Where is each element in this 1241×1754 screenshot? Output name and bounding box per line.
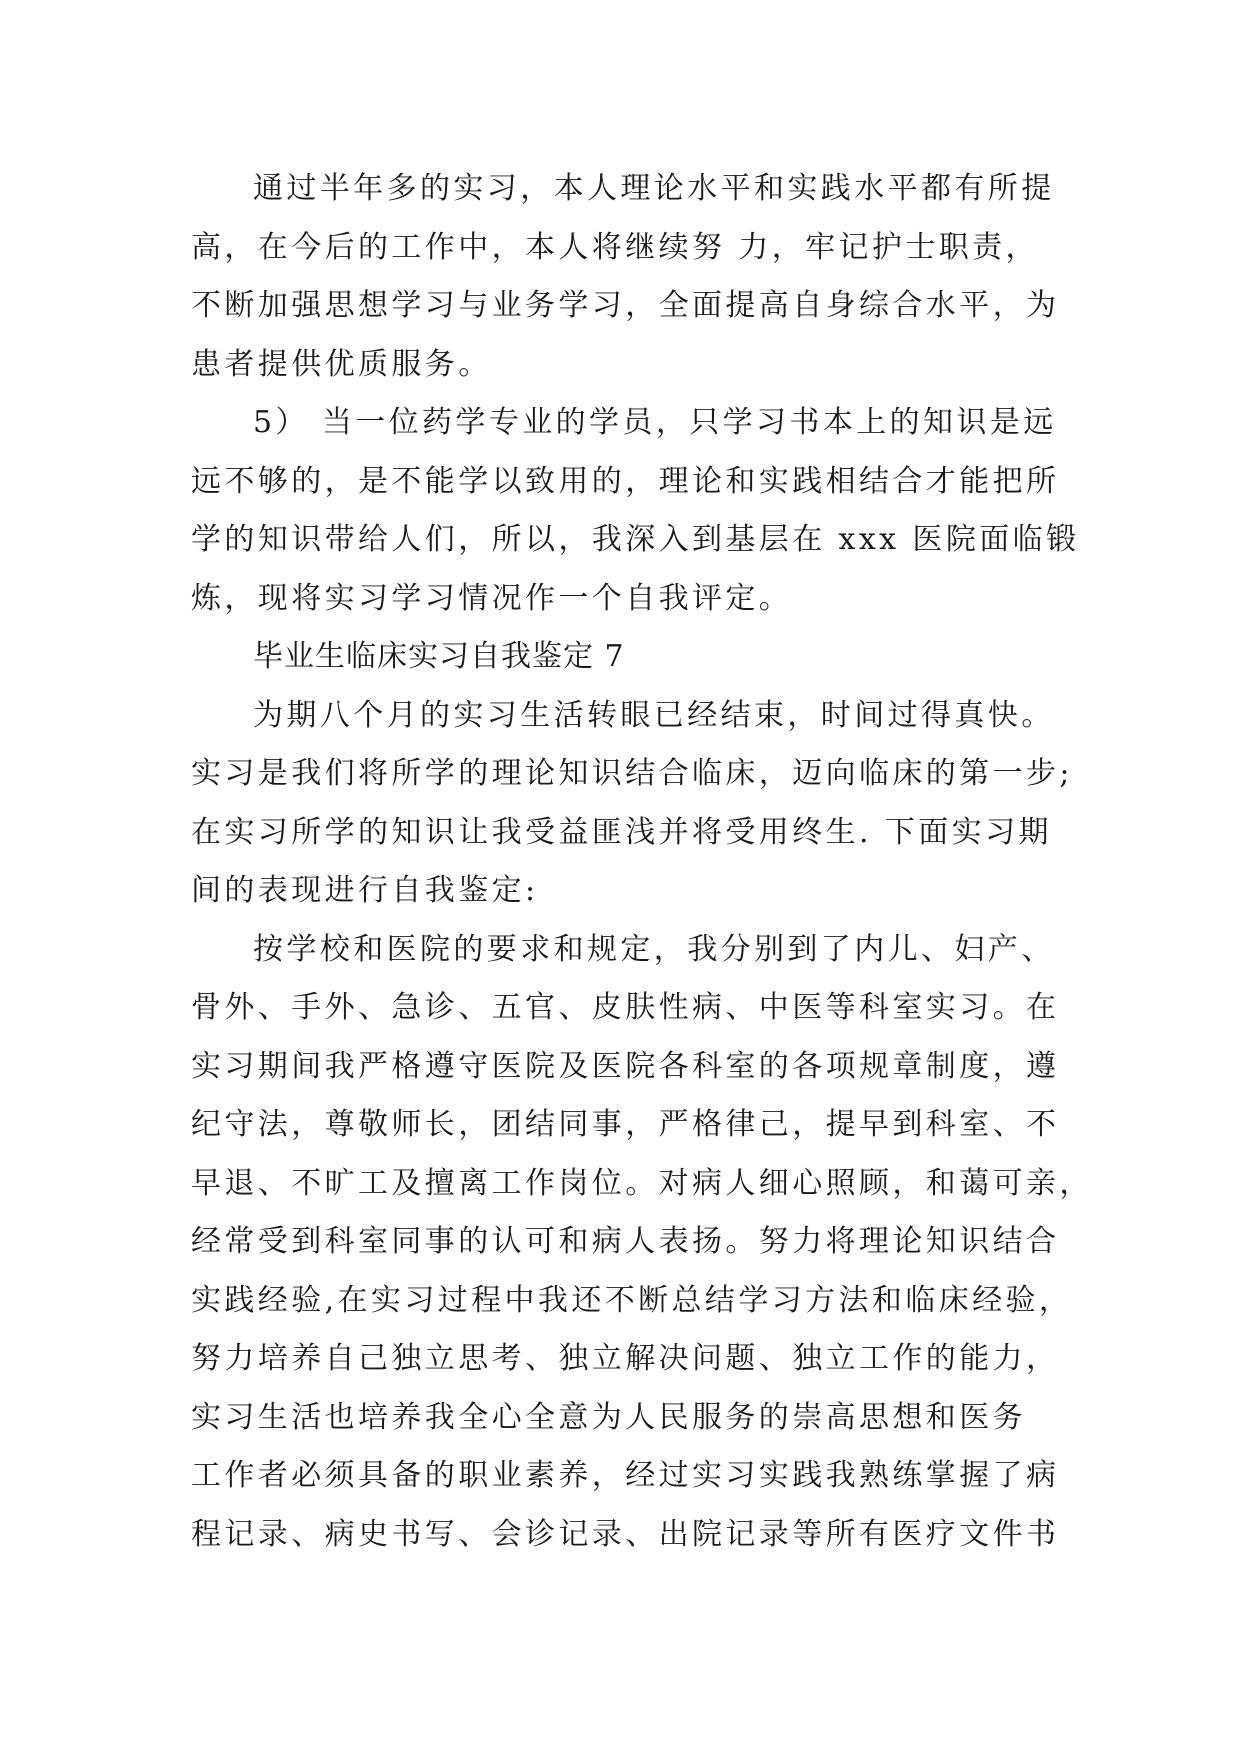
paragraph-line: 实习期间我严格遵守医院及医院各科室的各项规章制度，遵 — [191, 1048, 1060, 1084]
paragraph-line: 炼，现将实习学习情况作一个自我评定。 — [191, 580, 793, 616]
paragraph-line: 努力培养自己独立思考、独立解决问题、独立工作的能力， — [191, 1341, 1060, 1376]
paragraph-line: 程记录、病史书写、会诊记录、出院记录等所有医疗文件书 — [191, 1516, 1060, 1552]
paragraph-line: 为期八个月的实习生活转眼已经结束，时间过得真快。 — [253, 697, 1055, 733]
paragraph-line: 通过半年多的实习，本人理论水平和实践水平都有所提 — [253, 171, 1055, 206]
paragraph-line: 远不够的，是不能学以致用的，理论和实践相结合才能把所 — [191, 463, 1060, 499]
paragraph-line: 骨外、手外、急诊、五官、皮肤性病、中医等科室实习。在 — [191, 990, 1060, 1025]
paragraph-line: 实习生活也培养我全心全意为人民服务的崇高思想和医务 — [191, 1399, 1026, 1435]
section-heading: 毕业生临床实习自我鉴定 7 — [253, 639, 625, 674]
paragraph-line: 经常受到科室同事的认可和病人表扬。努力将理论知识结合 — [191, 1224, 1060, 1259]
paragraph-line: 在实习所学的知识让我受益匪浅并将受用终生. 下面实习期 — [191, 814, 1052, 850]
paragraph-line: 间的表现进行自我鉴定: — [191, 873, 539, 908]
document-body — [191, 160, 1093, 1564]
paragraph-line: 高，在今后的工作中，本人将继续努 力，牢记护士职责， — [191, 229, 1039, 265]
paragraph-line: 纪守法，尊敬师长，团结同事，严格律己，提早到科室、不 — [191, 1107, 1060, 1142]
paragraph-line: 实践经验,在实习过程中我还不断总结学习方法和临床经验， — [191, 1282, 1073, 1318]
paragraph-line: 工作者必须具备的职业素养，经过实习实践我熟练掌握了病 — [191, 1458, 1060, 1493]
paragraph-line: 5） 当一位药学专业的学员，只学习书本上的知识是远 — [253, 405, 1057, 440]
paragraph-line: 实习是我们将所学的理论知识结合临床，迈向临床的第一步; — [191, 756, 1073, 791]
paragraph-line: 按学校和医院的要求和规定，我分别到了内儿、妇产、 — [253, 931, 1055, 967]
paragraph-line: 学的知识带给人们，所以，我深入到基层在 xxx 医院面临锻 — [191, 522, 1080, 557]
paragraph-line: 不断加强思想学习与业务学习，全面提高自身综合水平，为 — [191, 288, 1060, 323]
paragraph-line: 早退、不旷工及擅离工作岗位。对病人细心照顾，和蔼可亲， — [191, 1165, 1093, 1201]
paragraph-line: 患者提供优质服务。 — [191, 346, 492, 382]
